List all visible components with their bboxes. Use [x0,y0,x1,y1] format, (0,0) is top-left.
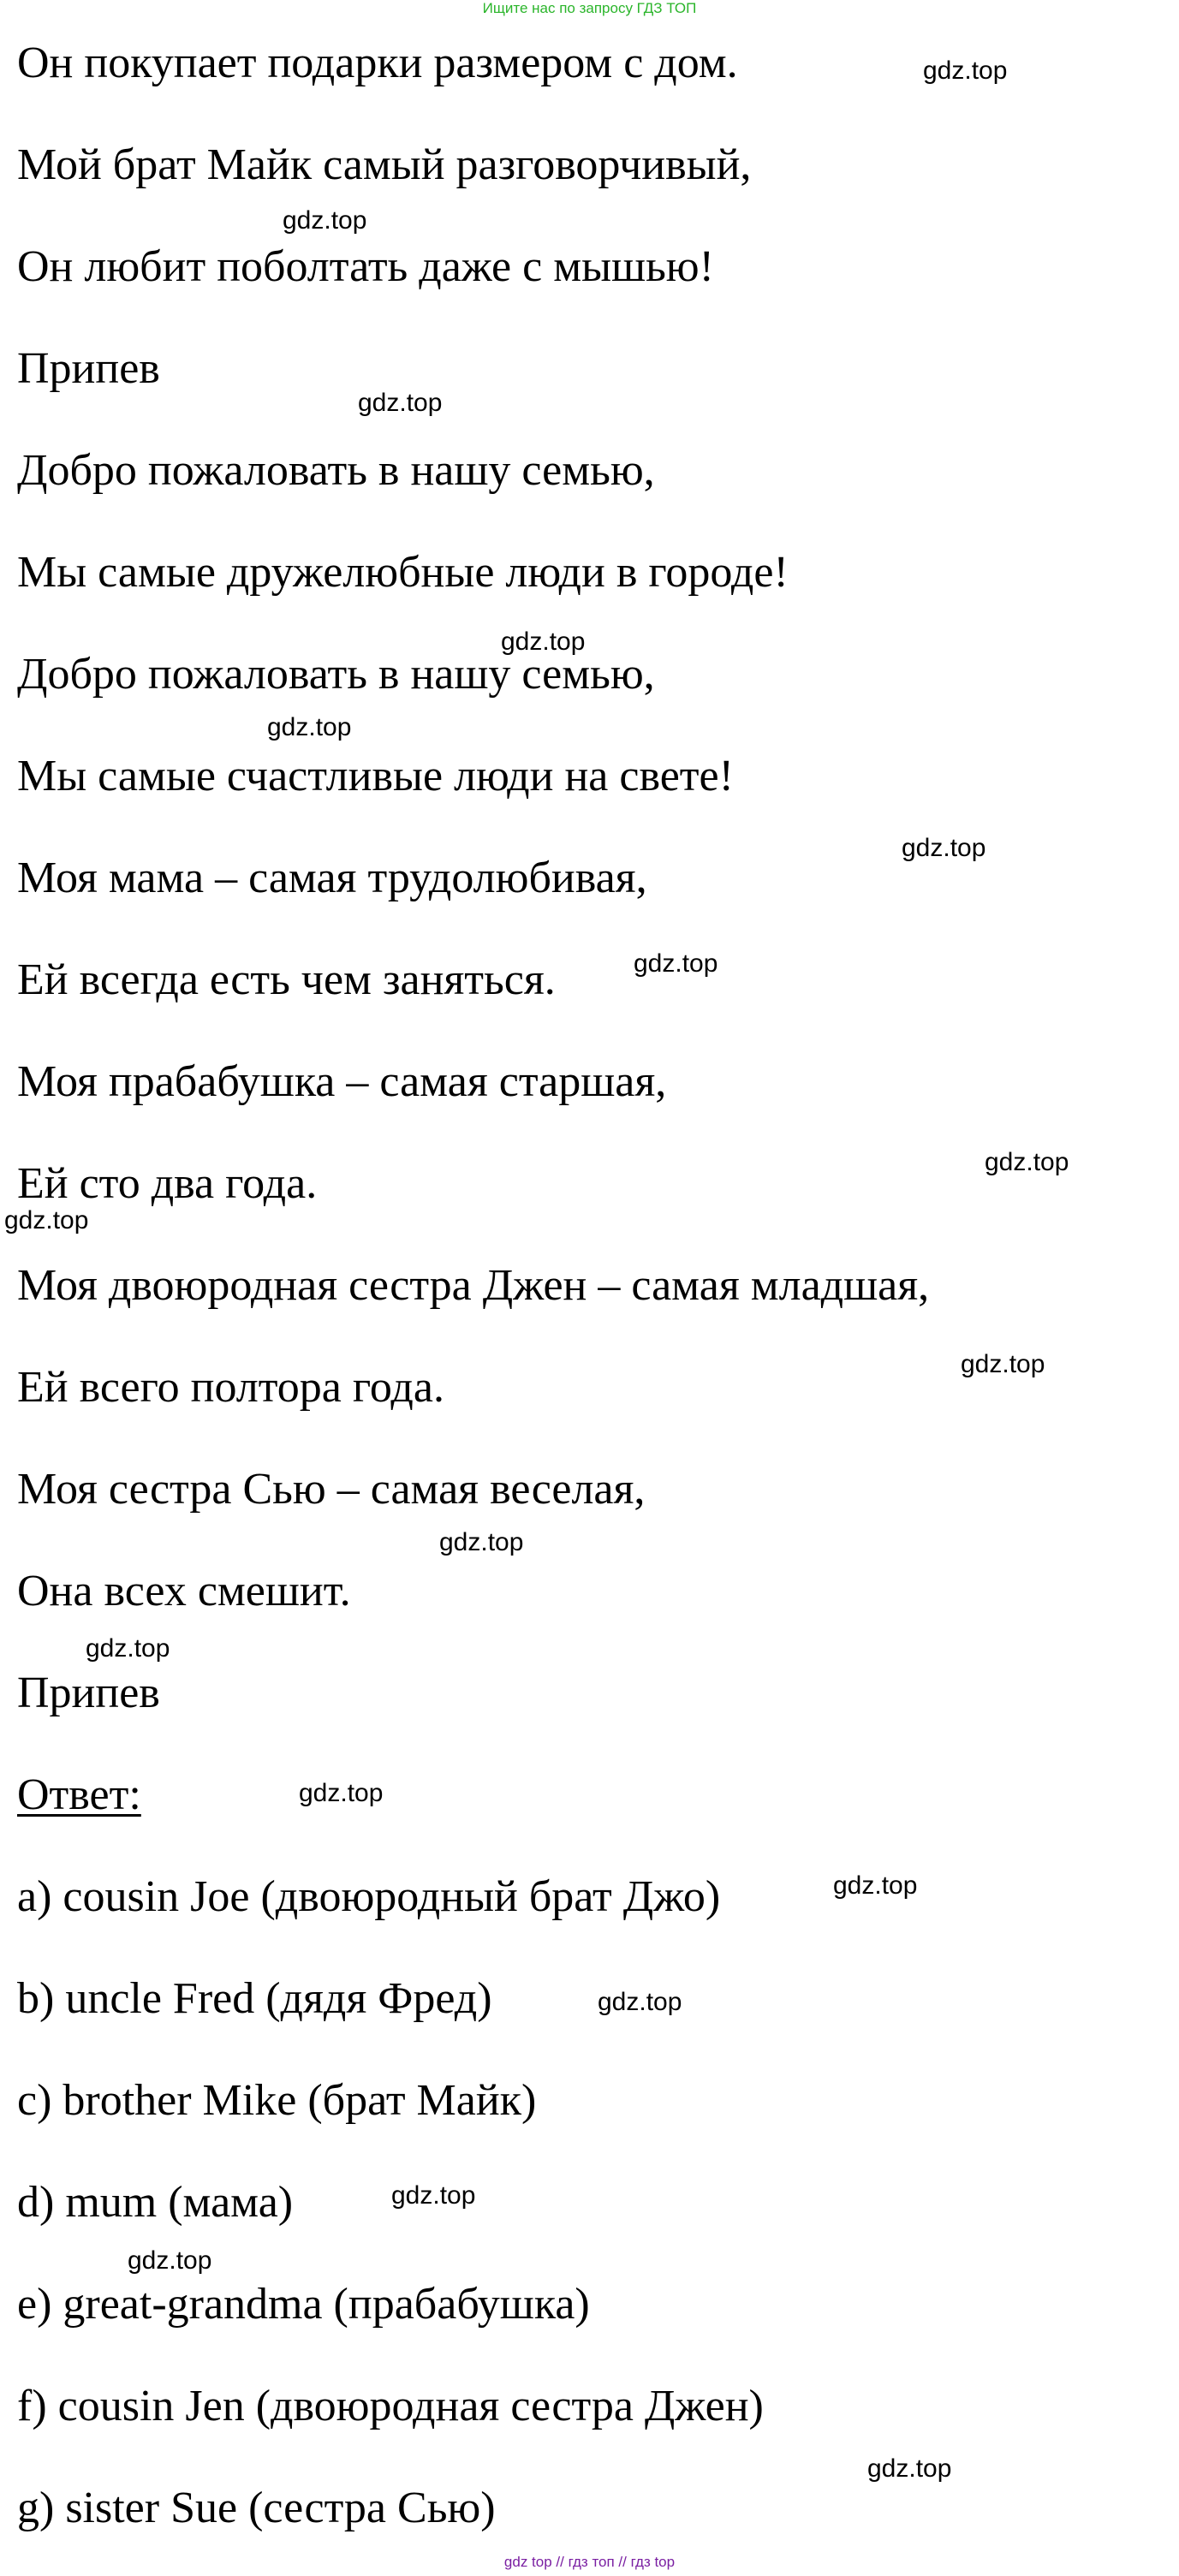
answer-item: e) great-grandma (прабабушка) [17,2280,590,2329]
chorus-label: Припев [17,1669,160,1717]
song-line: Ей сто два года. [17,1159,318,1208]
watermark: gdz.top [634,949,718,978]
answer-heading: Ответ: [17,1770,141,1819]
song-line: Добро пожаловать в нашу семью, [17,446,655,495]
watermark: gdz.top [833,1871,918,1900]
song-line: Моя сестра Сью – самая веселая, [17,1465,646,1514]
watermark: gdz.top [267,713,352,741]
watermark: gdz.top [128,2246,212,2275]
song-line: Моя прабабушка – самая старшая, [17,1057,667,1106]
watermark: gdz.top [299,1779,384,1807]
song-line: Ей всего полтора года. [17,1363,444,1412]
song-line: Мы самые дружелюбные люди в городе! [17,548,789,597]
song-line: Он любит поболтать даже с мышью! [17,242,714,291]
watermark: gdz.top [501,628,586,656]
answer-item: c) brother Mike (брат Майк) [17,2076,537,2125]
watermark: gdz.top [358,389,443,417]
song-line: Моя мама – самая трудолюбивая, [17,854,647,902]
song-line: Мой брат Майк самый разговорчивый, [17,140,752,189]
answer-item: b) uncle Fred (дядя Фред) [17,1974,492,2023]
song-line: Моя двоюродная сестра Джен – самая младшая, [17,1261,930,1310]
watermark: gdz.top [902,834,986,862]
top-banner[interactable]: Ищите нас по запросу ГДЗ ТОП [482,0,697,16]
watermark: gdz.top [923,57,1008,85]
watermark: gdz.top [439,1528,524,1556]
footer-links[interactable]: gdz top // гдз топ // гдз top [503,2554,676,2570]
answer-item: f) cousin Jen (двоюродная сестра Джен) [17,2382,764,2430]
answer-item: a) cousin Joe (двоюродный брат Джо) [17,1872,721,1921]
watermark: gdz.top [283,206,367,235]
watermark: gdz.top [598,1988,682,2016]
watermark: gdz.top [961,1350,1045,1378]
watermark: gdz.top [86,1634,170,1663]
song-line: Добро пожаловать в нашу семью, [17,650,655,699]
watermark: gdz.top [867,2454,952,2483]
chorus-label: Припев [17,344,160,393]
watermark: gdz.top [4,1206,89,1234]
watermark: gdz.top [985,1148,1069,1176]
answer-item: g) sister Sue (сестра Сью) [17,2484,496,2532]
song-line: Ей всегда есть чем заняться. [17,955,556,1004]
song-line: Он покупает подарки размером с дом. [17,39,738,87]
song-line: Мы самые счастливые люди на свете! [17,752,734,800]
watermark: gdz.top [391,2181,476,2210]
answer-item: d) mum (мама) [17,2178,294,2227]
song-line: Она всех смешит. [17,1567,351,1615]
